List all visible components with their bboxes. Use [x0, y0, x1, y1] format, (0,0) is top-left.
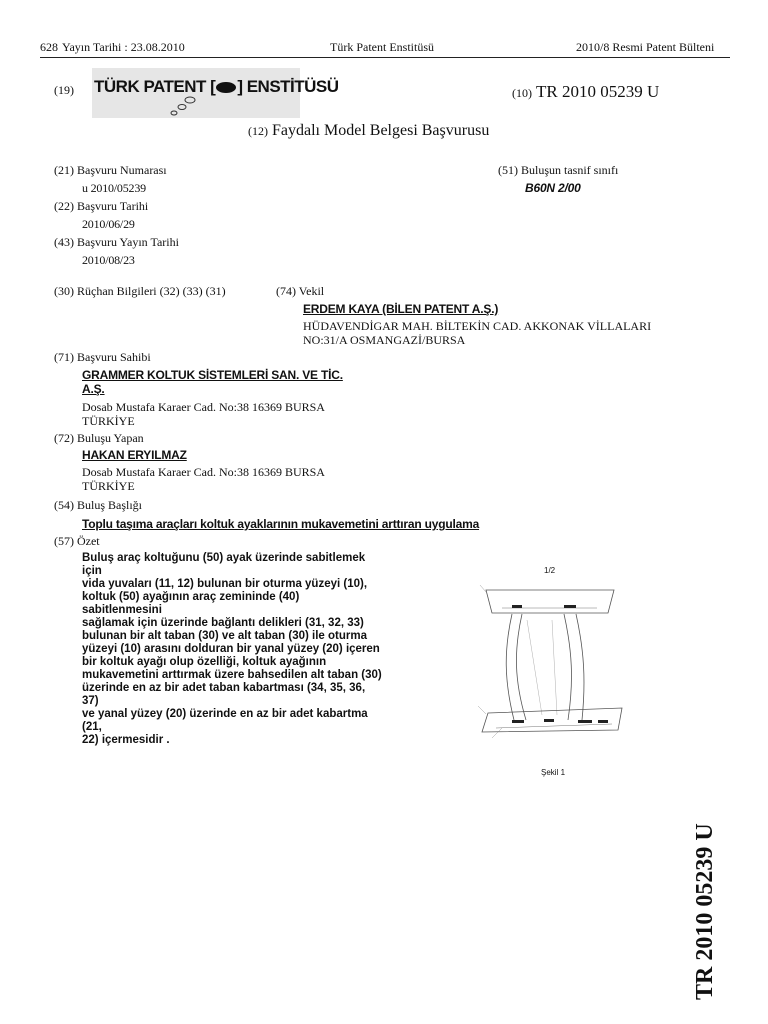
invention-title: Toplu taşıma araçları koltuk ayaklarının mukavemetini arttıran uygulama: [82, 517, 480, 531]
applicant-address-1: Dosab Mustafa Karaer Cad. No:38 16369 BURSA: [82, 400, 325, 414]
document-type: Faydalı Model Belgesi Başvurusu: [272, 122, 490, 139]
applicant-address-2: TÜRKİYE: [82, 414, 135, 428]
document-number: TR 2010 05239 U: [536, 82, 660, 101]
inventor-address-1: Dosab Mustafa Karaer Cad. No:38 16369 BURSA: [82, 465, 325, 479]
inventor-label: (72) Buluşu Yapan: [54, 431, 144, 445]
logo-blob-icon: [216, 82, 236, 93]
abstract-line: yüzeyi (10) arasını dolduran bir yanal yüzey (20) içeren: [82, 643, 380, 655]
abstract-line: Buluş araç koltuğunu (50) ayak üzerinde sabitlemek için: [82, 552, 366, 577]
page-number: 628: [40, 40, 58, 54]
header-divider: [40, 57, 730, 58]
classification-value: B60N 2/00: [525, 181, 581, 195]
abstract-text: [82, 552, 382, 747]
abstract-line: koltuk (50) ayağının araç zemininde (40) sabitlenmesini: [82, 591, 300, 616]
title-label: (54) Buluş Başlığı: [54, 498, 143, 512]
logo-text-right: ] ENSTİTÜSÜ: [237, 77, 339, 96]
inventor-address-2: TÜRKİYE: [82, 479, 135, 493]
abstract-label: (57) Özet: [54, 534, 100, 548]
attorney-address-1: HÜDAVENDİGAR MAH. BİLTEKİN CAD. AKKONAK VİLLALARI: [303, 319, 652, 333]
abstract-line: mukavemetini arttırmak üzere bahsedilen alt taban (30): [82, 669, 382, 681]
attorney-label: (74) Vekil: [276, 284, 325, 298]
applicant-name-2: A.Ş.: [82, 382, 105, 396]
bulletin-name: 2010/8 Resmi Patent Bülteni: [576, 40, 715, 54]
abstract-line: bulunan bir alt taban (30) ve alt taban (30) ile oturma: [82, 630, 367, 642]
institute-name: Türk Patent Enstitüsü: [330, 40, 434, 54]
abstract-line: 22) içermesidir .: [82, 734, 170, 746]
abstract-line: vida yuvaları (11, 12) bulunan bir oturma yüzeyi (10),: [82, 578, 368, 590]
code-10: (10): [512, 86, 532, 100]
classification-label: (51) Buluşun tasnif sınıfı: [498, 163, 619, 177]
doc-number-block: [512, 82, 659, 102]
abstract-line: bir koltuk ayağı olup özelliği, koltuk ayağının: [82, 656, 327, 668]
attorney-name: ERDEM KAYA (BİLEN PATENT A.Ş.): [303, 302, 499, 316]
publication-date-label: (43) Başvuru Yayın Tarihi: [54, 235, 179, 249]
applicant-label: (71) Başvuru Sahibi: [54, 350, 151, 364]
priority-label: (30) Rüçhan Bilgileri (32) (33) (31): [54, 284, 226, 298]
abstract-line: ve yanal yüzey (20) üzerinde en az bir adet kabartma (21,: [82, 708, 368, 733]
side-document-number: TR 2010 05239 U: [692, 823, 718, 1000]
figure-caption: Şekil 1: [541, 768, 566, 777]
logo-block: [92, 68, 339, 118]
application-date-label: (22) Başvuru Tarihi: [54, 199, 149, 213]
logo-bubbles-icon: [162, 96, 212, 118]
attorney-address-2: NO:31/A OSMANGAZİ/BURSA: [303, 333, 466, 347]
doc-type-block: [248, 122, 489, 140]
abstract-line: sağlamak için üzerinde bağlantı delikleri (31, 32, 33): [82, 617, 364, 629]
application-number-label: (21) Başvuru Numarası: [54, 163, 167, 177]
application-publication-date: 2010/08/23: [82, 253, 135, 267]
inventor-name: HAKAN ERYILMAZ: [82, 448, 187, 462]
application-number: u 2010/05239: [82, 181, 146, 195]
logo-text-left: TÜRK PATENT [: [94, 77, 216, 96]
application-date: 2010/06/29: [82, 217, 135, 231]
publication-date: Yayın Tarihi : 23.08.2010: [62, 40, 185, 54]
applicant-name-1: GRAMMER KOLTUK SİSTEMLERİ SAN. VE TİC.: [82, 368, 343, 382]
seat-leg-drawing: [472, 580, 632, 780]
code-19: (19): [54, 83, 74, 97]
figure-page-mark: 1/2: [544, 566, 556, 575]
abstract-line: üzerinde en az bir adet taban kabartması (34, 35, 36, 37): [82, 682, 366, 707]
code-12: (12): [248, 124, 268, 138]
